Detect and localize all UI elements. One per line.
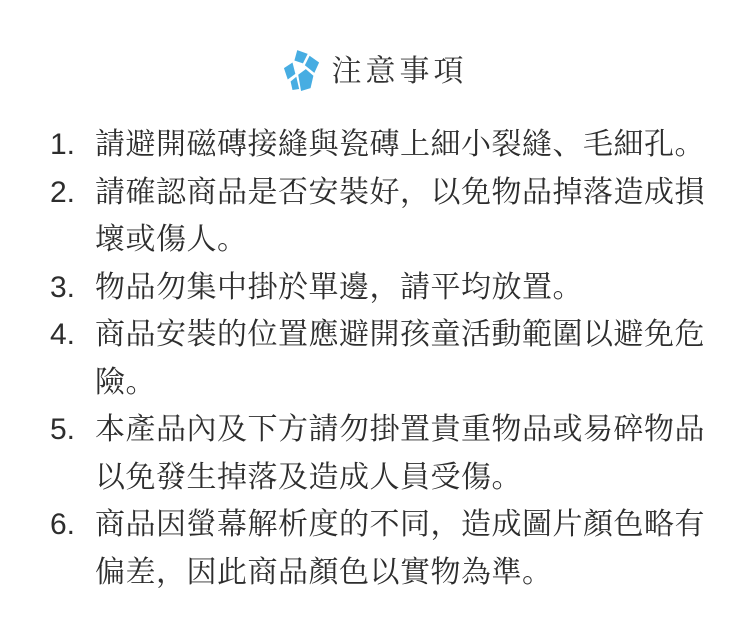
notice-item	[50, 406, 717, 501]
notice-item	[50, 501, 717, 596]
notice-list	[50, 121, 717, 596]
item-number: 5.	[50, 413, 76, 446]
item-number: 1.	[50, 128, 76, 161]
item-text: 請避開磁磚接縫與瓷磚上細小裂縫、毛細孔。	[95, 128, 705, 161]
item-number: 3.	[50, 270, 76, 304]
notice-item	[50, 264, 717, 312]
item-text: 商品因螢幕解析度的不同，造成圖片顏色略有偏差，因此商品顏色以實物為準。	[95, 508, 705, 589]
notice-header	[0, 46, 750, 96]
notice-item	[50, 311, 717, 406]
notice-item	[50, 169, 717, 264]
page-title: 注意事項	[331, 55, 468, 88]
item-text: 物品勿集中掛於單邊，請平均放置。	[95, 270, 583, 304]
item-number: 6.	[50, 508, 76, 541]
item-text: 請確認商品是否安裝好，以免物品掉落造成損壞或傷人。	[95, 175, 705, 256]
item-text: 本產品內及下方請勿掛置貴重物品或易碎物品以免發生掉落及造成人員受傷。	[95, 413, 705, 494]
notice-item	[50, 121, 717, 169]
item-number: 2.	[50, 175, 76, 209]
item-text: 商品安裝的位置應避開孩童活動範圍以避免危險。	[95, 318, 705, 399]
shattered-tile-icon	[283, 50, 321, 92]
item-number: 4.	[50, 318, 76, 351]
